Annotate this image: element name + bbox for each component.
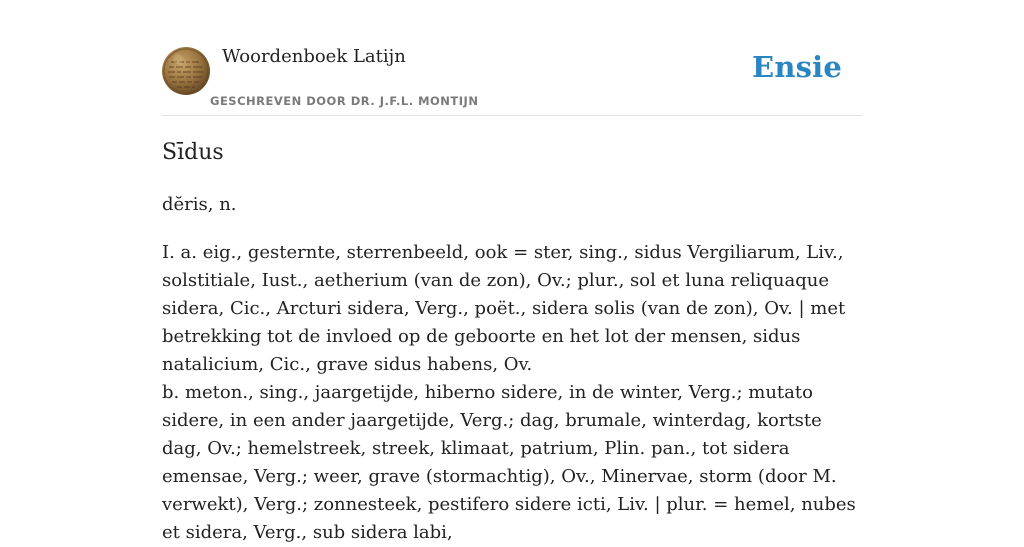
entry-headword: Sīdus <box>162 140 224 165</box>
definition-paragraph: I. a. eig., gesternte, sterrenbeeld, ook = ster, sing., sidus Vergiliarum, Liv., solstitiale, Iust., aetherium (van de zon), Ov.; plur., sol et luna reliquaque sidera, Cic., Arcturi sidera, Verg., poët., sidera solis (van de zon), Ov. | met betrekking tot de invloed op de geboorte en het lot der mensen, sidus natalicium, Cic., grave sidus habens, Ov. <box>162 242 846 375</box>
author-name[interactable]: DR. J.F.L. MONTIJN <box>350 94 479 108</box>
bronze-inscription-logo-icon[interactable] <box>162 47 210 95</box>
entry-grammar: dĕris, n. <box>162 194 237 215</box>
definition-paragraph: b. meton., sing., jaargetijde, hiberno sidere, in de winter, Verg.; mutato sidere, in een ander jaargetijde, Verg.; dag, brumale, winterdag, kortste dag, Ov.; hemelstreek, streek, klimaat, patrium, Plin. pan., tot sidera emensae, Verg.; weer, grave (stormachtig), Ov., Minervae, storm (door M. verwekt), Verg.; zonnesteek, pestifero sidere icti, Liv. | plur. = hemel, nubes et sidera, Verg., sub sidera labi, <box>162 382 856 543</box>
byline-prefix: GESCHREVEN DOOR <box>210 94 347 108</box>
byline <box>210 94 478 108</box>
page <box>162 0 862 543</box>
entry-definition <box>162 239 862 547</box>
header <box>162 0 862 116</box>
brand-logo-link[interactable]: Ensie <box>752 50 842 84</box>
dictionary-title[interactable]: Woordenboek Latijn <box>222 46 406 67</box>
